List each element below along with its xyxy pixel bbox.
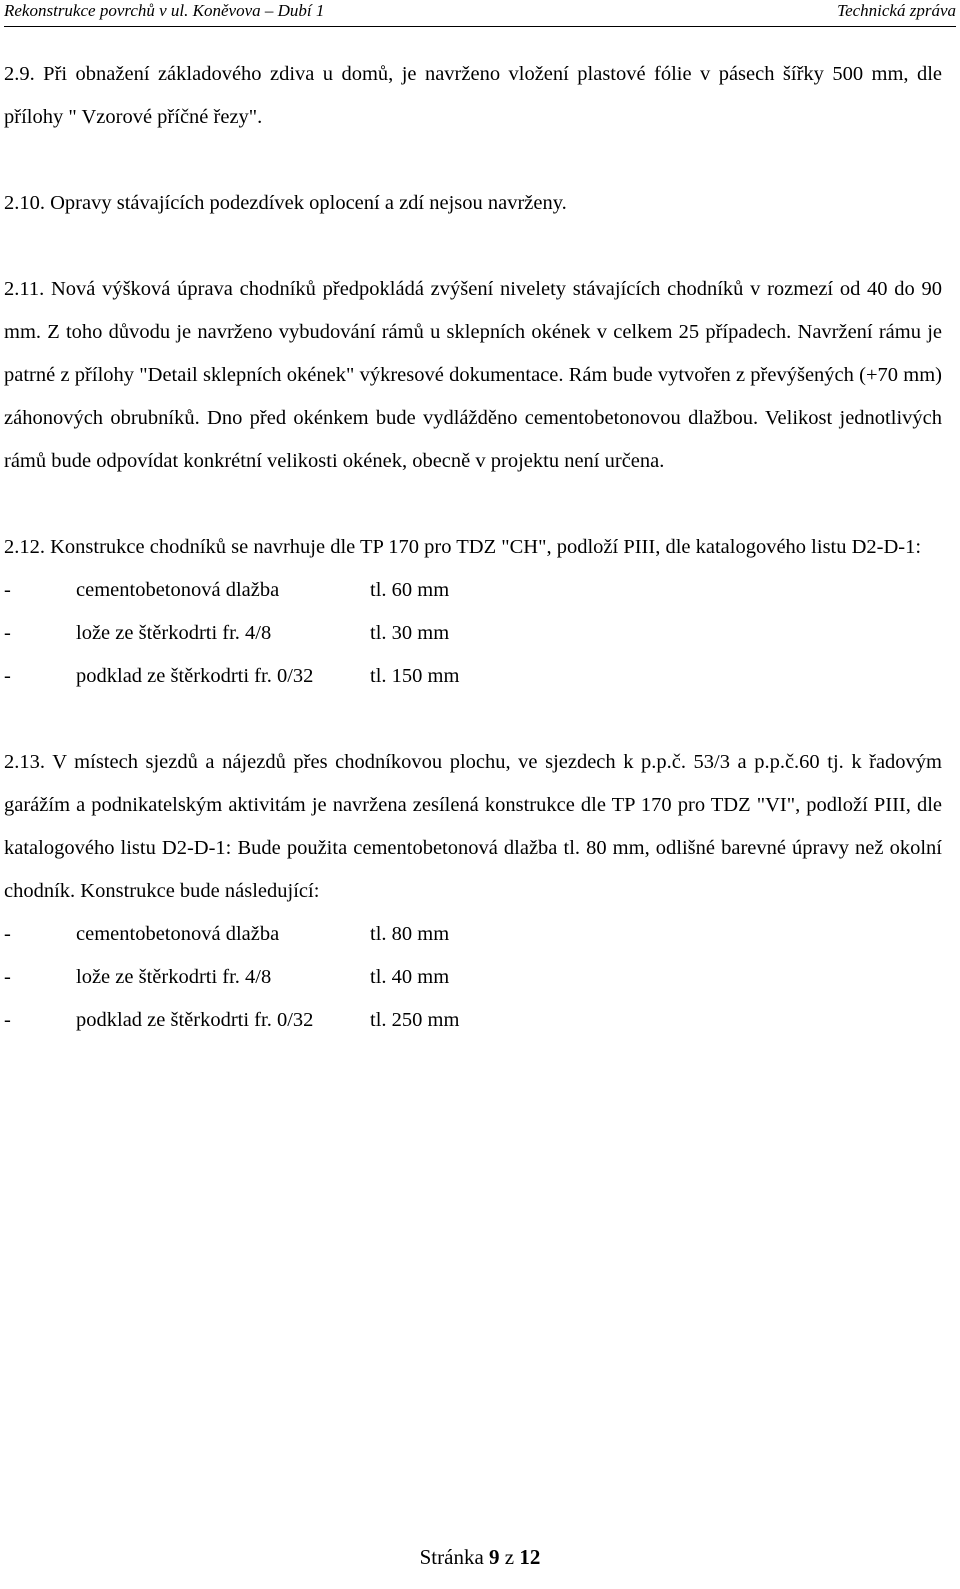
- section-2-10: 2.10. Opravy stávajících podezdívek oplocení a zdí nejsou navrženy.: [4, 192, 567, 214]
- list-dash: -: [4, 665, 11, 687]
- construction-layers-list-2: [4, 913, 942, 1042]
- list-dash: -: [4, 966, 11, 988]
- layer-name: podklad ze štěrkodrti fr. 0/32: [76, 665, 314, 687]
- layer-thickness: tl. 30 mm: [370, 622, 450, 644]
- layer-name: podklad ze štěrkodrti fr. 0/32: [76, 1009, 314, 1031]
- section-2-9: 2.9. Při obnažení základového zdiva u domů, je navrženo vložení plastové fólie v pásech šířky 500 mm, dle přílohy " Vzorové příčné řezy".: [4, 63, 942, 128]
- layer-name: lože ze štěrkodrti fr. 4/8: [76, 622, 272, 644]
- layer-thickness: tl. 80 mm: [370, 923, 450, 945]
- section-2-11: 2.11. Nová výšková úprava chodníků předpokládá zvýšení nivelety stávajících chodníků v rozmezí od 40 do 90 mm. Z toho důvodu je navrženo vybudování rámů u sklepních okének v celkem 25 případech. Navržení rámu je patrné z přílohy "Detail sklepních okének" výkresové dokumentace. Rám bude vytvořen z převýšených (+70 mm) záhonových obrubníků. Dno před okénkem bude vydlážděno cementobetonovou dlažbou. Velikost jednotlivých rámů bude odpovídat konkrétní velikosti okének, obecně v projektu není určena.: [4, 278, 942, 472]
- list-item: [4, 956, 942, 999]
- list-dash: -: [4, 622, 11, 644]
- page-header: [4, 0, 956, 27]
- list-item: [4, 569, 942, 612]
- document-body: [4, 53, 942, 1042]
- layer-thickness: tl. 40 mm: [370, 966, 450, 988]
- layer-thickness: tl. 250 mm: [370, 1009, 460, 1031]
- header-document-type: Technická zpráva: [837, 1, 956, 20]
- list-item: [4, 913, 942, 956]
- layer-name: cementobetonová dlažba: [76, 579, 280, 601]
- list-item: [4, 999, 942, 1042]
- layer-name: lože ze štěrkodrti fr. 4/8: [76, 966, 272, 988]
- footer-page-number: 9: [489, 1545, 500, 1569]
- list-dash: -: [4, 923, 11, 945]
- construction-layers-list-1: [4, 569, 942, 698]
- list-item: [4, 655, 942, 698]
- list-dash: -: [4, 579, 11, 601]
- footer-page-label: Stránka: [419, 1545, 484, 1569]
- section-2-12: 2.12. Konstrukce chodníků se navrhuje dle TP 170 pro TDZ "CH", podloží PIII, dle katalogového listu D2-D-1:: [4, 536, 922, 558]
- page-footer: [0, 1542, 960, 1572]
- list-item: [4, 612, 942, 655]
- layer-thickness: tl. 60 mm: [370, 579, 450, 601]
- footer-of-label: z: [504, 1545, 515, 1569]
- layer-name: cementobetonová dlažba: [76, 923, 280, 945]
- section-2-13: 2.13. V místech sjezdů a nájezdů přes chodníkovou plochu, ve sjezdech k p.p.č. 53/3 a p.p.č.60 tj. k řadovým garážím a podnikatelským aktivitám je navržena zesílená konstrukce dle TP 170 pro TDZ "VI", podloží PIII, dle katalogového listu D2-D-1: Bude použita cementobetonová dlažba tl. 80 mm, odlišné barevné úpravy než okolní chodník. Konstrukce bude následující:: [4, 751, 942, 902]
- footer-total-pages: 12: [519, 1545, 541, 1569]
- list-dash: -: [4, 1009, 11, 1031]
- layer-thickness: tl. 150 mm: [370, 665, 460, 687]
- header-project-title: Rekonstrukce povrchů v ul. Koněvova – Dubí 1: [4, 1, 325, 20]
